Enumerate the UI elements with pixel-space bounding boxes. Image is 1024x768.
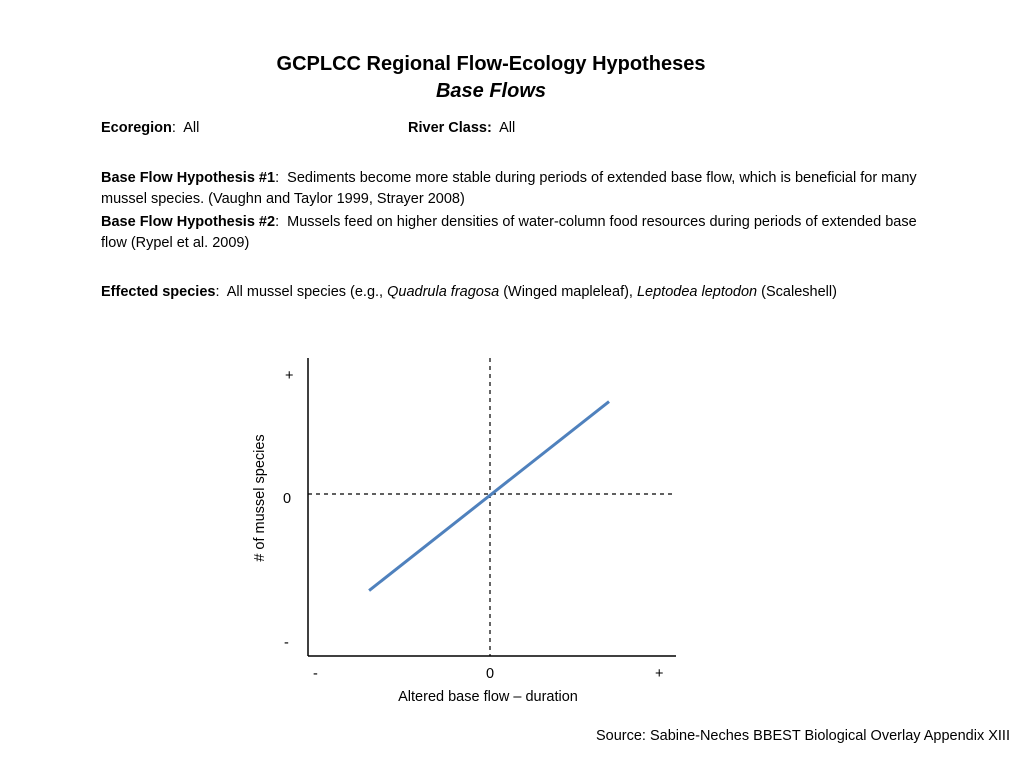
- ecoregion-value: All: [183, 120, 200, 136]
- river-class-label: River Class:: [408, 120, 492, 136]
- species-2-common: (Scaleshell): [757, 284, 837, 300]
- x-tick-label-0: -: [313, 666, 318, 682]
- page-subtitle: Base Flows: [435, 80, 547, 102]
- species-1-latin: Quadrula fragosa: [387, 284, 500, 300]
- y-tick-label-2: +: [285, 368, 294, 384]
- x-tick-label-1: 0: [486, 666, 495, 682]
- species-prefix: All mussel species (e.g.,: [226, 284, 388, 300]
- y-tick-label-1: 0: [283, 491, 292, 507]
- species-line: Effected species: All mussel species (e.g., Quadrula fragosa (Winged mapleleaf), Leptodea leptodon (Scaleshell): [101, 284, 837, 300]
- source-note: Source: Sabine-Neches BBEST Biological Overlay Appendix XIII: [595, 728, 1010, 744]
- ecoregion-line: Ecoregion: All: [101, 120, 200, 136]
- species-2-latin: Leptodea leptodon: [636, 284, 758, 300]
- page-title: GCPLCC Regional Flow-Ecology Hypotheses: [276, 53, 706, 75]
- x-tick-label-2: +: [655, 666, 664, 682]
- y-tick-label-0: -: [284, 635, 289, 651]
- hypothesis-1: Base Flow Hypothesis #1: Sediments become more stable during periods of extended base flow, which is beneficial for many mussel species. (Vaughn and Taylor 1999, Strayer 2008): [101, 170, 917, 207]
- hypothesis-1-text: Sediments become more stable during periods of extended base flow, which is beneficial for many mussel species. (Vaughn and Taylor 1999, Strayer 2008): [101, 170, 917, 207]
- series-line-1: [369, 402, 609, 591]
- species-1-common: (Winged mapleleaf),: [499, 284, 637, 300]
- y-axis-title: # of mussel species: [252, 434, 268, 562]
- x-axis-title: Altered base flow – duration: [398, 689, 578, 705]
- hypothesis-2-text: Mussels feed on higher densities of water-column food resources during periods of extended base flow (Rypel et al. 2009): [101, 214, 917, 251]
- hypothesis-2-label: Base Flow Hypothesis #2: [101, 214, 276, 230]
- hypothesis-1-label: Base Flow Hypothesis #1: [101, 170, 276, 186]
- ecoregion-label: Ecoregion: [101, 120, 172, 136]
- river-class-value: All: [499, 120, 516, 136]
- hypothesis-2: Base Flow Hypothesis #2: Mussels feed on higher densities of water-column food resources during periods of extended base flow (Rypel et al. 2009): [101, 214, 917, 251]
- species-label: Effected species: [101, 284, 216, 300]
